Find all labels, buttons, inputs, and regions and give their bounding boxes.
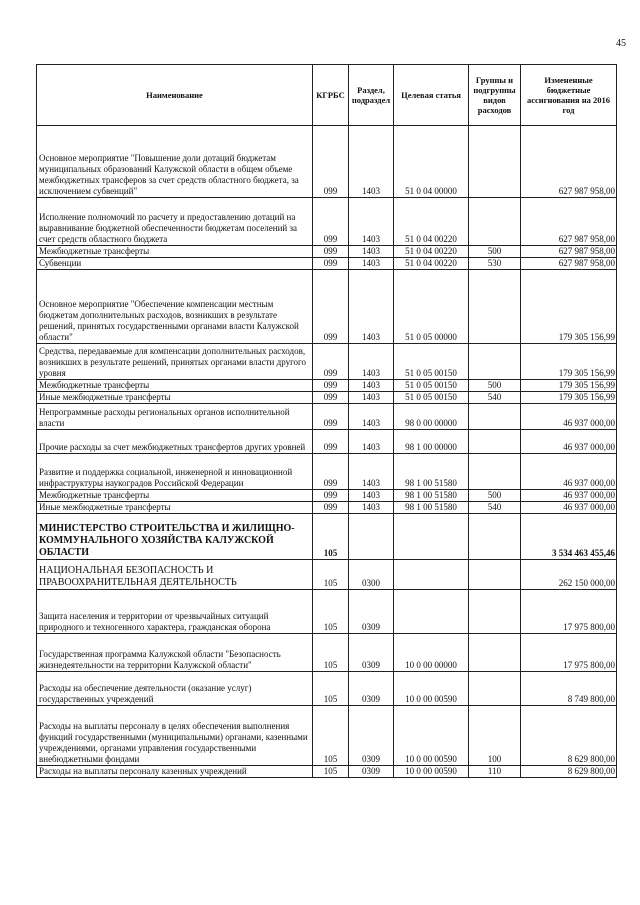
table-row	[37, 404, 617, 430]
cell-target: 51 0 04 00220	[394, 258, 469, 270]
table-row	[37, 514, 617, 560]
table-row	[37, 634, 617, 672]
cell-section: 0300	[349, 560, 394, 590]
cell-target: 51 0 04 00220	[394, 198, 469, 246]
cell-target: 98 1 00 51580	[394, 490, 469, 502]
cell-target: 51 0 05 00000	[394, 270, 469, 344]
cell-ktrbs: 105	[313, 634, 349, 672]
cell-ktrbs: 099	[313, 344, 349, 380]
table-row	[37, 258, 617, 270]
cell-section: 1403	[349, 454, 394, 490]
cell-name: МИНИСТЕРСТВО СТРОИТЕЛЬСТВА И ЖИЛИЩНО-КОММУНАЛЬНОГО ХОЗЯЙСТВА КАЛУЖСКОЙ ОБЛАСТИ	[37, 514, 313, 560]
header-name: Наименование	[37, 65, 313, 126]
header-ktrbs: КГРБС	[313, 65, 349, 126]
cell-ktrbs: 099	[313, 404, 349, 430]
cell-group: 500	[469, 380, 521, 392]
cell-target	[394, 560, 469, 590]
table-row	[37, 454, 617, 490]
cell-amount: 46 937 000,00	[521, 404, 617, 430]
cell-name: Межбюджетные трансферты	[37, 490, 313, 502]
table-row	[37, 198, 617, 246]
table-row	[37, 590, 617, 634]
cell-name: Расходы на выплаты персоналу казенных учреждений	[37, 766, 313, 778]
cell-amount: 17 975 800,00	[521, 590, 617, 634]
cell-amount: 179 305 156,99	[521, 380, 617, 392]
cell-group: 530	[469, 258, 521, 270]
cell-name: Межбюджетные трансферты	[37, 246, 313, 258]
cell-ktrbs: 105	[313, 590, 349, 634]
cell-ktrbs: 099	[313, 270, 349, 344]
cell-name: Иные межбюджетные трансферты	[37, 392, 313, 404]
cell-section: 1403	[349, 344, 394, 380]
cell-group	[469, 560, 521, 590]
cell-section: 0309	[349, 706, 394, 766]
cell-group: 540	[469, 502, 521, 514]
cell-section: 1403	[349, 392, 394, 404]
table-row	[37, 766, 617, 778]
cell-section: 0309	[349, 672, 394, 706]
cell-ktrbs: 099	[313, 392, 349, 404]
cell-name: Прочие расходы за счет межбюджетных трансфертов других уровней	[37, 430, 313, 454]
cell-amount: 8 749 800,00	[521, 672, 617, 706]
cell-amount: 8 629 800,00	[521, 706, 617, 766]
header-group: Группы и подгруппы видов расходов	[469, 65, 521, 126]
cell-name: Защита населения и территории от чрезвычайных ситуаций природного и техногенного характера, гражданская оборона	[37, 590, 313, 634]
cell-ktrbs: 105	[313, 706, 349, 766]
cell-amount: 17 975 800,00	[521, 634, 617, 672]
cell-group	[469, 344, 521, 380]
cell-amount: 46 937 000,00	[521, 490, 617, 502]
cell-target: 51 0 05 00150	[394, 380, 469, 392]
cell-name: Расходы на выплаты персоналу в целях обеспечения выполнения функций государственными (муниципальными) органами, казенными учреждениями, органами управления государственными внебюджетными фондами	[37, 706, 313, 766]
cell-name: Иные межбюджетные трансферты	[37, 502, 313, 514]
cell-name: Основное мероприятие "Обеспечение компенсации местным бюджетам дополнительных расходов, возникших в результате решений, принятых государственными органами власти Калужской области"	[37, 270, 313, 344]
table-header-row	[37, 65, 617, 126]
cell-target: 51 0 04 00000	[394, 126, 469, 198]
cell-group: 500	[469, 246, 521, 258]
cell-target	[394, 590, 469, 634]
cell-group: 110	[469, 766, 521, 778]
cell-group	[469, 634, 521, 672]
cell-target: 10 0 00 00590	[394, 766, 469, 778]
cell-ktrbs: 099	[313, 126, 349, 198]
cell-name: Государственная программа Калужской области "Безопасность жизнедеятельности на территории Калужской области"	[37, 634, 313, 672]
cell-target: 98 0 00 00000	[394, 404, 469, 430]
cell-target: 98 1 00 51580	[394, 454, 469, 490]
cell-name: Основное мероприятие "Повышение доли дотаций бюджетам муниципальных образований Калужской области в общем объеме межбюджетных трансферов за счет средств областного бюджета, за исключением субвенций"	[37, 126, 313, 198]
cell-ktrbs: 099	[313, 258, 349, 270]
table-row	[37, 380, 617, 392]
cell-group	[469, 198, 521, 246]
cell-ktrbs: 099	[313, 198, 349, 246]
cell-name: Субвенции	[37, 258, 313, 270]
cell-group: 540	[469, 392, 521, 404]
cell-group	[469, 454, 521, 490]
cell-ktrbs: 099	[313, 380, 349, 392]
cell-group	[469, 126, 521, 198]
cell-ktrbs: 099	[313, 430, 349, 454]
cell-amount: 46 937 000,00	[521, 502, 617, 514]
cell-target: 10 0 00 00590	[394, 672, 469, 706]
cell-target: 10 0 00 00590	[394, 706, 469, 766]
cell-amount: 8 629 800,00	[521, 766, 617, 778]
cell-section	[349, 514, 394, 560]
cell-section: 1403	[349, 270, 394, 344]
cell-group: 500	[469, 490, 521, 502]
cell-section: 0309	[349, 766, 394, 778]
header-target: Целевая статья	[394, 65, 469, 126]
cell-amount: 627 987 958,00	[521, 258, 617, 270]
cell-amount: 179 305 156,99	[521, 344, 617, 380]
cell-section: 1403	[349, 404, 394, 430]
cell-section: 1403	[349, 258, 394, 270]
table-row	[37, 430, 617, 454]
cell-group: 100	[469, 706, 521, 766]
cell-amount: 46 937 000,00	[521, 454, 617, 490]
cell-group	[469, 270, 521, 344]
cell-target: 98 1 00 51580	[394, 502, 469, 514]
cell-name: Межбюджетные трансферты	[37, 380, 313, 392]
cell-ktrbs: 105	[313, 514, 349, 560]
cell-group	[469, 404, 521, 430]
cell-amount: 179 305 156,99	[521, 270, 617, 344]
cell-ktrbs: 099	[313, 246, 349, 258]
cell-amount: 3 534 463 455,46	[521, 514, 617, 560]
cell-section: 1403	[349, 490, 394, 502]
cell-group	[469, 590, 521, 634]
cell-group	[469, 672, 521, 706]
cell-amount: 627 987 958,00	[521, 246, 617, 258]
table-row	[37, 490, 617, 502]
cell-section: 1403	[349, 198, 394, 246]
cell-name: Развитие и поддержка социальной, инженерной и инновационной инфраструктуры наукоградов Российской Федерации	[37, 454, 313, 490]
cell-amount: 46 937 000,00	[521, 430, 617, 454]
cell-section: 0309	[349, 590, 394, 634]
cell-target: 51 0 05 00150	[394, 344, 469, 380]
cell-target: 10 0 00 00000	[394, 634, 469, 672]
table-row	[37, 706, 617, 766]
cell-amount: 262 150 000,00	[521, 560, 617, 590]
cell-ktrbs: 105	[313, 672, 349, 706]
header-section: Раздел, подраздел	[349, 65, 394, 126]
cell-section: 1403	[349, 380, 394, 392]
table-row	[37, 270, 617, 344]
table-row	[37, 502, 617, 514]
table-row	[37, 344, 617, 380]
cell-amount: 627 987 958,00	[521, 126, 617, 198]
cell-ktrbs: 099	[313, 490, 349, 502]
cell-name: НАЦИОНАЛЬНАЯ БЕЗОПАСНОСТЬ И ПРАВООХРАНИТЕЛЬНАЯ ДЕЯТЕЛЬНОСТЬ	[37, 560, 313, 590]
table-row	[37, 560, 617, 590]
budget-table	[36, 64, 617, 778]
cell-amount: 627 987 958,00	[521, 198, 617, 246]
cell-section: 1403	[349, 246, 394, 258]
cell-section: 1403	[349, 126, 394, 198]
cell-ktrbs: 105	[313, 560, 349, 590]
cell-target	[394, 514, 469, 560]
header-amount: Измененные бюджетные ассигнования на 2016 год	[521, 65, 617, 126]
table-row	[37, 126, 617, 198]
cell-target: 51 0 05 00150	[394, 392, 469, 404]
page-number: 45	[616, 38, 626, 49]
cell-name: Непрограммные расходы региональных органов исполнительной власти	[37, 404, 313, 430]
cell-group	[469, 430, 521, 454]
cell-name: Средства, передаваемые для компенсации дополнительных расходов, возникших в результате решений, принятых органами власти другого уровня	[37, 344, 313, 380]
cell-section: 0309	[349, 634, 394, 672]
cell-name: Исполнение полномочий по расчету и предоставлению дотаций на выравнивание бюджетной обеспеченности бюджетам поселений за счет средств областного бюджета	[37, 198, 313, 246]
cell-ktrbs: 105	[313, 766, 349, 778]
cell-target: 98 1 00 00000	[394, 430, 469, 454]
cell-target: 51 0 04 00220	[394, 246, 469, 258]
cell-group	[469, 514, 521, 560]
cell-section: 1403	[349, 502, 394, 514]
table-row	[37, 246, 617, 258]
table-row	[37, 672, 617, 706]
cell-amount: 179 305 156,99	[521, 392, 617, 404]
cell-ktrbs: 099	[313, 502, 349, 514]
table-row	[37, 392, 617, 404]
cell-name: Расходы на обеспечение деятельности (оказание услуг) государственных учреждений	[37, 672, 313, 706]
cell-ktrbs: 099	[313, 454, 349, 490]
cell-section: 1403	[349, 430, 394, 454]
